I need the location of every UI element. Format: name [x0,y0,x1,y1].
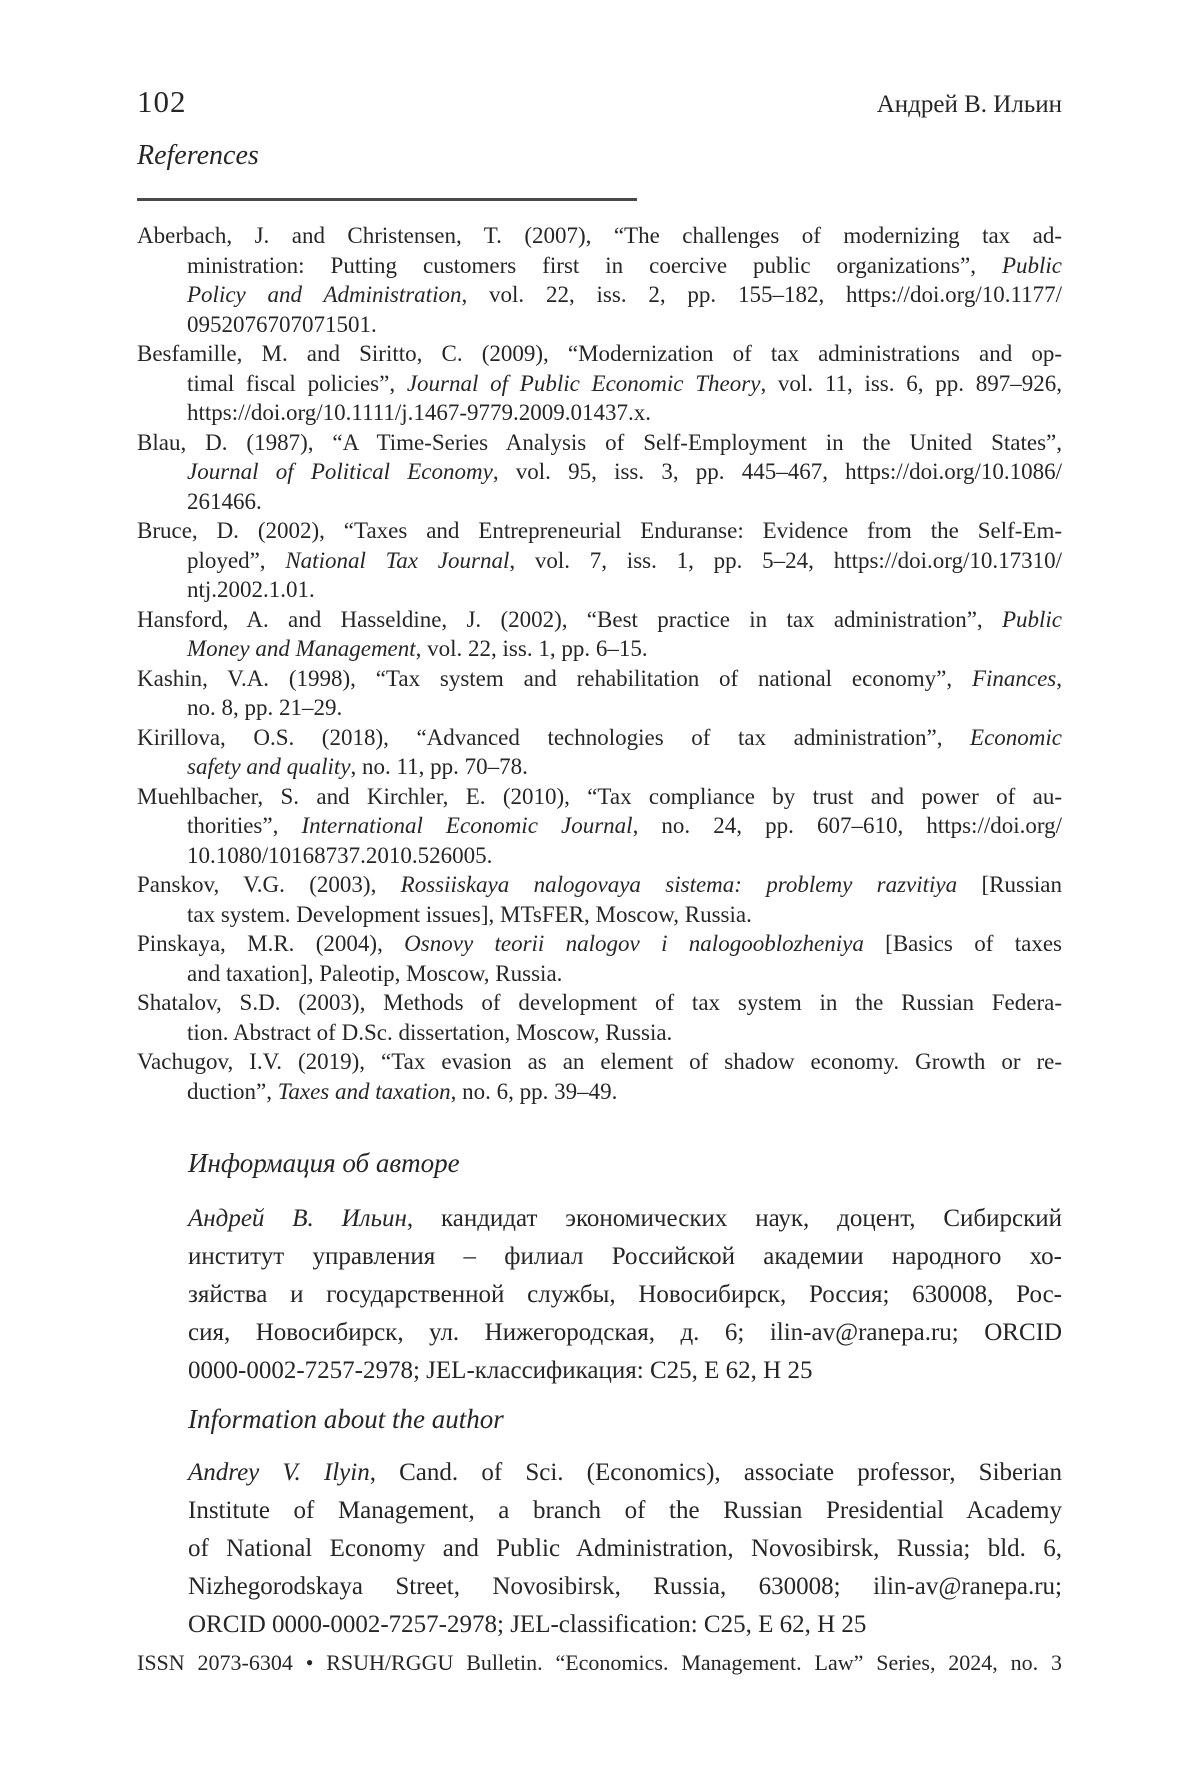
text-segment: Besfamille, M. and Siritto, C. (2009), “Modernization of tax administrations and op- [137,341,1062,366]
reference-line [137,693,1062,723]
reference-line [137,221,1062,251]
italic-text-segment: Rossiiskaya nalogovaya sistema: problemy razvitiya [400,872,958,897]
author-info-ru-paragraph [188,1200,1062,1390]
text-segment: , no. 11, pp. 70–78. [350,754,528,779]
reference-line [137,605,1062,635]
reference-entry [137,516,1062,605]
text-segment: Aberbach, J. and Christensen, T. (2007), “The challenges of modernizing tax ad- [137,223,1062,248]
italic-text-segment: Journal of Public Economic Theory [406,370,761,396]
author-info-line [188,1314,1062,1352]
reference-entry [137,782,1062,871]
italic-text-segment: Taxes and taxation [277,1078,451,1104]
reference-entry [137,988,1062,1047]
text-segment: Kirillova, O.S. (2018), “Advanced technologies of tax administration”, [137,724,971,750]
text-segment: Vachugov, I.V. (2019), “Tax evasion as an element of shadow economy. Growth or re- [137,1049,1062,1074]
text-segment: 0952076707071501. [187,311,377,337]
page-number: 102 [137,84,187,119]
reference-line [137,516,1062,546]
text-segment: институт управления – филиал Российской академии народного хо- [188,1243,1062,1270]
italic-text-segment: Money and Management [187,636,416,661]
reference-line [137,280,1062,310]
text-segment: Institute of Management, a branch of the Russian Presidential Academy [188,1497,1062,1524]
reference-entry [137,428,1062,517]
text-segment: ministration: Putting customers first in coercive public organizations”, [187,252,1002,278]
author-info-line [188,1454,1062,1492]
reference-line [137,900,1062,930]
text-segment: , кандидат экономических наук, доцент, Сибирский [406,1205,1062,1232]
text-segment: Bruce, D. (2002), “Taxes and Entrepreneurial Enduranse: Evidence from the Self-Em- [137,518,1062,543]
text-segment: 10.1080/10168737.2010.526005. [187,842,493,868]
author-info-line [188,1492,1062,1530]
text-segment: no. 8, pp. 21–29. [187,695,343,720]
text-segment: , vol. 7, iss. 1, pp. 5–24, https://doi.org/10.17310/ [509,547,1063,573]
text-segment: Muehlbacher, S. and Kirchler, E. (2010), “Tax compliance by trust and power of au- [137,783,1062,809]
text-segment: , no. 6, pp. 39–49. [450,1078,618,1104]
text-segment: tax system. Development issues], MTsFER, Moscow, Russia. [187,901,752,927]
italic-text-segment: Public [1001,606,1062,632]
text-segment: Nizhegorodskaya Street, Novosibirsk, Russia, 630008; ilin-av@ranepa.ru; [188,1573,1062,1600]
author-info-line [188,1238,1062,1276]
reference-line [137,251,1062,281]
text-segment: https://doi.org/10.1111/j.1467-9779.2009.01437.x. [187,400,652,425]
text-segment: of National Economy and Public Administration, Novosibirsk, Russia; bld. 6, [188,1535,1062,1562]
author-info-line [188,1568,1062,1606]
text-segment: , vol. 22, iss. 2, pp. 155–182, https://doi.org/10.1177/ [461,282,1063,307]
text-segment: , vol. 95, iss. 3, pp. 445–467, https://doi.org/10.1086/ [492,459,1063,484]
author-info-line [188,1606,1062,1644]
author-info-en-paragraph [188,1454,1062,1644]
text-segment: ntj.2002.1.01. [187,577,315,602]
author-info-line [188,1200,1062,1238]
text-segment: зяйства и государственной службы, Новосибирск, Россия; 630008, Рос- [188,1281,1062,1308]
references-list [137,221,1062,1106]
reference-line [137,487,1062,517]
text-segment: , no. 24, pp. 607–610, https://doi.org/ [632,813,1062,838]
reference-entry [137,221,1062,339]
reference-line [137,546,1062,576]
text-segment: Hansford, A. and Hasseldine, J. (2002), “Best practice in tax administration”, [137,606,1002,632]
author-info-ru-heading: Информация об авторе [188,1148,460,1178]
reference-line [137,752,1062,782]
text-segment: thorities”, [187,813,302,838]
author-info-en-heading: Information about the author [188,1404,504,1434]
reference-line [137,664,1062,694]
text-segment: timal fiscal policies”, [187,370,407,396]
page-header [137,84,1062,120]
reference-line [137,575,1062,605]
footer-issn-line: ISSN 2073-6304 • RSUH/RGGU Bulletin. “Economics. Management. Law” Series, 2024, no. 3 [137,1650,1062,1675]
italic-text-segment: Osnovy teorii nalogov i nalogooblozheniya [404,931,864,956]
italic-text-segment: Андрей В. Ильин [188,1205,407,1232]
reference-line [137,1018,1062,1048]
text-segment: ployed”, [187,547,286,573]
text-segment: [Russian [957,872,1062,897]
reference-line [137,634,1062,664]
text-segment: 261466. [187,488,262,514]
references-heading: References [137,140,259,171]
reference-line [137,988,1062,1018]
italic-text-segment: Economic [970,724,1062,750]
reference-line [137,959,1062,989]
italic-text-segment: Journal of Political Economy [187,459,493,484]
reference-entry [137,1047,1062,1106]
text-segment: Pinskaya, M.R. (2004), [137,931,405,956]
text-segment: Blau, D. (1987), “A Time-Series Analysis of Self-Employment in the United States”, [137,429,1062,455]
text-segment: tion. Abstract of D.Sc. dissertation, Moscow, Russia. [187,1019,673,1045]
reference-entry [137,339,1062,428]
reference-line [137,398,1062,428]
text-segment: , Cand. of Sci. (Economics), associate professor, Siberian [369,1459,1062,1486]
reference-line [137,1047,1062,1077]
text-segment: Shatalov, S.D. (2003), Methods of development of tax system in the Russian Federa- [137,990,1062,1015]
text-segment: Panskov, V.G. (2003), [137,872,401,897]
running-head: Андрей В. Ильин [876,91,1062,118]
italic-text-segment: National Tax Journal [285,547,510,573]
text-segment: , vol. 11, iss. 6, pp. 897–926, [760,370,1063,396]
text-segment: [Basics of taxes [863,931,1062,956]
reference-line [137,1077,1062,1107]
reference-line [137,811,1062,841]
author-info-line [188,1352,1062,1390]
reference-line [137,339,1062,369]
reference-entry [137,723,1062,782]
reference-line [137,457,1062,487]
text-segment: ORCID 0000-0002-7257-2978; JEL-classification: C25, E 62, H 25 [188,1611,867,1638]
text-segment: 0000-0002-7257-2978; JEL-классификация: C25, E 62, H 25 [188,1357,813,1384]
italic-text-segment: Andrey V. Ilyin [188,1459,370,1486]
reference-line [137,723,1062,753]
reference-entry [137,605,1062,664]
reference-line [137,428,1062,458]
text-segment: and taxation], Paleotip, Moscow, Russia. [187,960,563,986]
text-segment: сия, Новосибирск, ул. Нижегородская, д. 6; ilin-av@ranepa.ru; ORCID [188,1319,1062,1346]
text-segment: Kashin, V.A. (1998), “Tax system and rehabilitation of national economy”, [137,665,972,691]
reference-entry [137,664,1062,723]
italic-text-segment: Policy and Administration [187,282,462,307]
reference-line [137,310,1062,340]
references-heading-rule [137,198,637,201]
reference-line [137,841,1062,871]
text-segment: , vol. 22, iss. 1, pp. 6–15. [415,636,648,661]
italic-text-segment: International Economic Journal [301,813,633,838]
reference-entry [137,929,1062,988]
italic-text-segment: Finances [971,665,1057,691]
reference-line [137,870,1062,900]
reference-entry [137,870,1062,929]
reference-line [137,929,1062,959]
text-segment: duction”, [187,1078,278,1104]
text-segment: , [1056,665,1062,691]
reference-line [137,369,1062,399]
author-info-line [188,1276,1062,1314]
reference-line [137,782,1062,812]
author-info-line [188,1530,1062,1568]
italic-text-segment: safety and quality [187,754,351,779]
italic-text-segment: Public [1001,252,1062,278]
